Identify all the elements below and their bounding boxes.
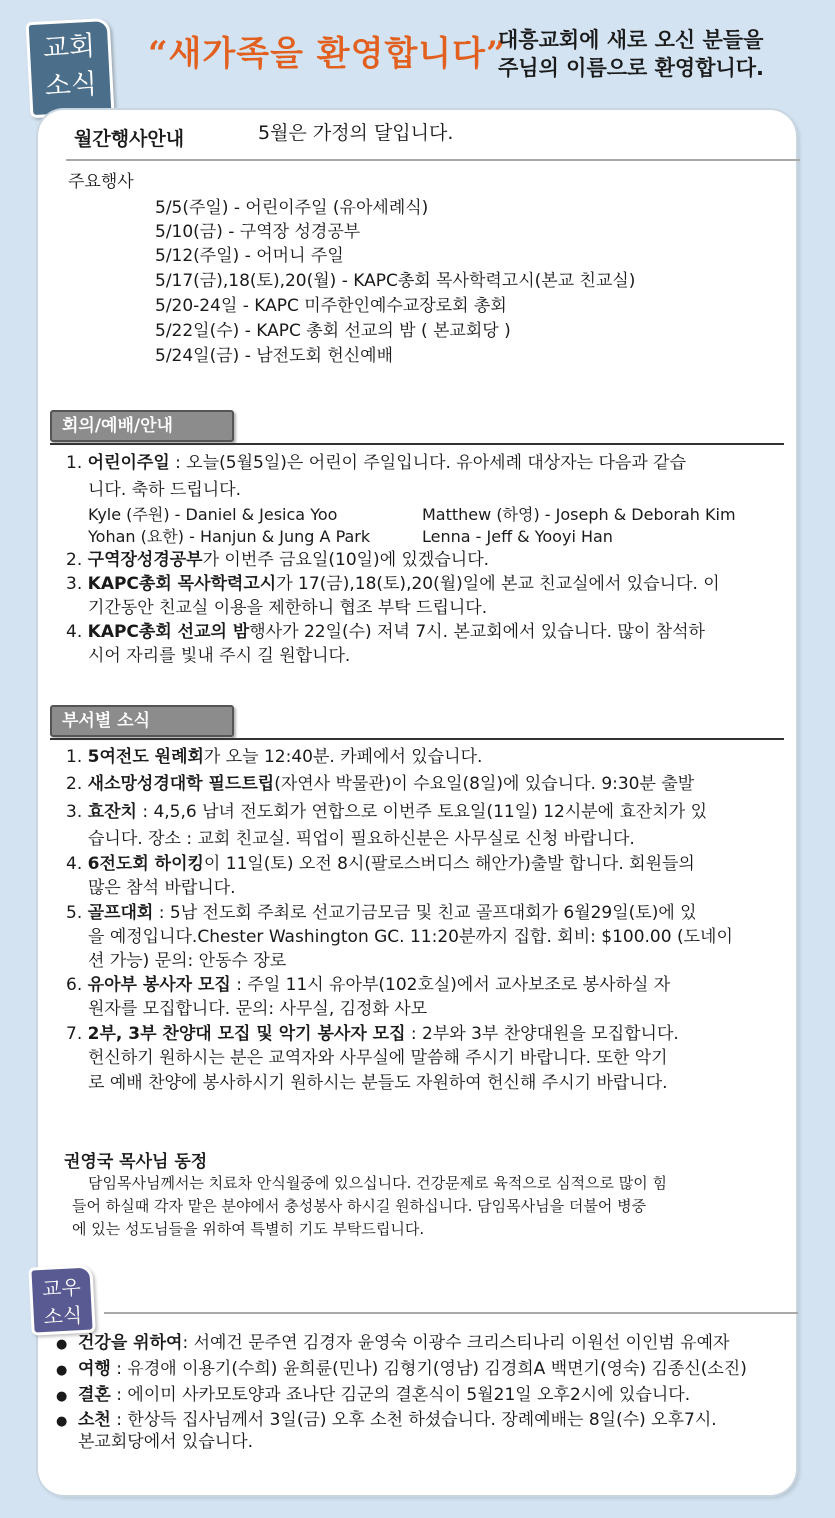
welcome-message-line2: 주님의 이름으로 환영합니다. [498, 56, 765, 80]
dept-item-3-line2: 습니다. 장소 : 교회 친교실. 픽업이 필요하신분은 사무실로 신청 바랍니다. [88, 829, 635, 849]
event-item: 5/5(주일) - 어린이주일 (유아세례식) [155, 198, 429, 218]
item-text: 가 이번주 금요일(10일)에 있겠습니다. [202, 550, 490, 570]
baptism-entry: Lenna - Jeff & Yooyi Han [422, 527, 613, 546]
event-item: 5/22일(수) - KAPC 총회 선교의 밤 ( 본교회당 ) [155, 321, 511, 341]
welcome-message-line1: 대흥교회에 새로 오신 분들을 [498, 28, 764, 52]
meetings-divider [50, 443, 784, 445]
item-text: 행사가 22일(수) 저녁 7시. 본교회에서 있습니다. 많이 참석하 [249, 622, 705, 642]
meeting-item-1-line2: 니다. 축하 드립니다. [88, 480, 241, 500]
dept-item-2 [66, 772, 694, 796]
news-tag [26, 18, 115, 118]
departments-tab: 부서별 소식 [50, 705, 234, 737]
dept-item-6 [66, 973, 670, 997]
bullet-icon: ● [56, 1389, 68, 1404]
item-title: 5여전도 원례회 [87, 747, 204, 767]
dept-item-5-line2: 을 예정입니다.Chester Washington GC. 11:20분까지 집합. 회비: $100.00 (도네이 [88, 927, 733, 947]
events-label: 주요행사 [68, 172, 134, 192]
meeting-item-3 [66, 572, 720, 596]
item-text: : 유경애 이용기(수희) 윤희륜(민나) 김형기(영남) 김경희A 백면기(영숙) 김종신(소진) [110, 1359, 747, 1379]
dept-item-7-line2: 헌신하기 원하시는 분은 교역자와 사무실에 말씀해 주시기 바랍니다. 또한 악기 [88, 1048, 668, 1068]
item-text: : 에이미 사카모토양과 죠나단 김군의 결혼식이 5월21일 오후2시에 있습니다. [110, 1385, 691, 1405]
meeting-item-4-line2: 시어 자리를 빛내 주시 길 원합니다. [88, 646, 351, 666]
pastor-text-line: 담임목사님께서는 치료차 안식월중에 있으십니다. 건강문제로 육적으로 심적으로 많이 힘 [88, 1174, 668, 1192]
dept-item-6-line2: 원자를 모집합니다. 문의: 사무실, 김정화 사모 [88, 999, 428, 1019]
welcome-message [498, 26, 764, 82]
dept-item-4 [66, 852, 695, 876]
item-title: 소천 [78, 1410, 111, 1430]
item-title: 여행 [78, 1359, 111, 1379]
event-item: 5/17(금),18(토),20(월) - KAPC총회 목사학력고시(본교 친교실) [155, 271, 636, 291]
alumni-item-wedding [78, 1383, 690, 1407]
item-title: 구역장성경공부 [87, 550, 203, 570]
departments-divider [50, 738, 784, 740]
item-text: : 주일 11시 유아부(102호실)에서 교사보조로 봉사하실 자 [230, 975, 671, 995]
item-number: 1. [66, 453, 83, 473]
item-title: 새소망성경대학 필드트립 [87, 774, 275, 794]
item-title: 결혼 [78, 1385, 111, 1405]
news-tag-line2: 소식 [44, 68, 98, 103]
item-title: 골프대회 [87, 903, 154, 923]
item-title: 2부, 3부 찬양대 모집 및 악기 봉사자 모집 [87, 1024, 406, 1044]
item-text: 가 오늘 12:40분. 카페에서 있습니다. [203, 747, 483, 767]
welcome-title: “새가족을 환영합니다” [148, 34, 507, 74]
item-number: 3. [66, 802, 83, 822]
alumni-tag-line1: 교우 [41, 1275, 82, 1302]
event-item: 5/24일(금) - 남전도회 헌신예배 [155, 346, 394, 366]
alumni-item-passing-line2: 본교회당에서 있습니다. [78, 1432, 254, 1452]
item-number: 5. [66, 903, 83, 923]
item-title: KAPC총회 목사학력고시 [87, 574, 277, 594]
alumni-item-health [78, 1331, 729, 1355]
item-title: 유아부 봉사자 모집 [87, 975, 231, 995]
item-title: 건강을 위하여 [78, 1333, 183, 1353]
item-number: 3. [66, 574, 83, 594]
baptism-entry: Matthew (하영) - Joseph & Deborah Kim [422, 505, 736, 524]
item-text: 가 17(금),18(토),20(월)일에 본교 친교실에서 있습니다. 이 [276, 574, 720, 594]
item-title: 효잔치 [87, 802, 137, 822]
alumni-tag [28, 1264, 95, 1335]
bullet-icon: ● [56, 1414, 68, 1429]
alumni-item-travel [78, 1357, 747, 1381]
pastor-text-line: 에 있는 성도님들을 위하여 특별히 기도 부탁드립니다. [72, 1220, 425, 1238]
item-text: : 5남 전도회 주최로 선교기금모금 및 친교 골프대회가 6월29일(토)에 있 [153, 903, 697, 923]
item-text: : 서예건 문주연 김경자 윤영숙 이광수 크리스티나리 이원선 이인범 유예자 [182, 1333, 730, 1353]
item-number: 1. [66, 747, 83, 767]
meeting-item-1 [66, 451, 686, 475]
item-number: 6. [66, 975, 83, 995]
pastor-heading: 권영국 목사님 동정 [64, 1152, 208, 1172]
item-number: 2. [66, 774, 83, 794]
monthly-divider [66, 159, 800, 161]
dept-item-3 [66, 800, 707, 824]
item-title: 어린이주일 [87, 453, 170, 473]
dept-item-5-line3: 션 가능) 문의: 안동수 장로 [88, 951, 287, 971]
item-text: : 4,5,6 남녀 전도회가 연합으로 이번주 토요일(11일) 12시분에 효잔치가 있 [136, 802, 708, 822]
item-number: 4. [66, 854, 83, 874]
dept-item-1 [66, 745, 482, 769]
dept-item-7 [66, 1022, 679, 1046]
meeting-item-3-line2: 기간동안 친교실 이용을 제한하니 협조 부탁 드립니다. [88, 598, 488, 618]
baptism-entry: Kyle (주원) - Daniel & Jesica Yoo [88, 505, 338, 524]
event-item: 5/20-24일 - KAPC 미주한인예수교장로회 총회 [155, 296, 507, 316]
alumni-tag-line2: 소식 [42, 1302, 83, 1329]
monthly-heading: 월간행사안내 [74, 128, 185, 150]
meetings-tab: 회의/예배/안내 [50, 410, 234, 442]
item-text: : 오늘(5월5일)은 어린이 주일입니다. 유아세례 대상자는 다음과 같습 [169, 453, 686, 473]
item-number: 7. [66, 1024, 83, 1044]
item-number: 4. [66, 622, 83, 642]
alumni-divider [104, 1312, 798, 1314]
event-item: 5/12(주일) - 어머니 주일 [155, 246, 344, 266]
bullet-icon: ● [56, 1337, 68, 1352]
bullet-icon: ● [56, 1363, 68, 1378]
news-tag-line1: 교회 [42, 30, 96, 65]
item-text: 이 11일(토) 오전 8시(팔로스버디스 해안가)출발 합니다. 회원들의 [203, 854, 695, 874]
alumni-item-passing [78, 1408, 717, 1432]
item-text: (자연사 박물관)이 수요일(8일)에 있습니다. 9:30분 출발 [274, 774, 695, 794]
pastor-text-line: 들어 하실때 각자 맡은 분야에서 충성봉사 하시길 원하십니다. 담임목사님을 더불어 병중 [72, 1197, 647, 1215]
meeting-item-2 [66, 548, 489, 572]
item-number: 2. [66, 550, 83, 570]
monthly-theme: 5월은 가정의 달입니다. [258, 122, 454, 144]
dept-item-7-line3: 로 예배 찬양에 봉사하시기 원하시는 분들도 자원하여 헌신해 주시기 바랍니다. [88, 1073, 668, 1093]
dept-item-5 [66, 901, 697, 925]
item-title: KAPC총회 선교의 밤 [87, 622, 250, 642]
event-item: 5/10(금) - 구역장 성경공부 [155, 222, 361, 242]
meeting-item-4 [66, 620, 705, 644]
item-title: 6전도회 하이킹 [87, 854, 204, 874]
dept-item-4-line2: 많은 참석 바랍니다. [88, 878, 236, 898]
item-text: : 한상득 집사님께서 3일(금) 오후 소천 하셨습니다. 장례예배는 8일(수) 오후7시. [110, 1410, 717, 1430]
baptism-entry: Yohan (요한) - Hanjun & Jung A Park [88, 527, 371, 546]
item-text: : 2부와 3부 찬양대원을 모집합니다. [405, 1024, 679, 1044]
